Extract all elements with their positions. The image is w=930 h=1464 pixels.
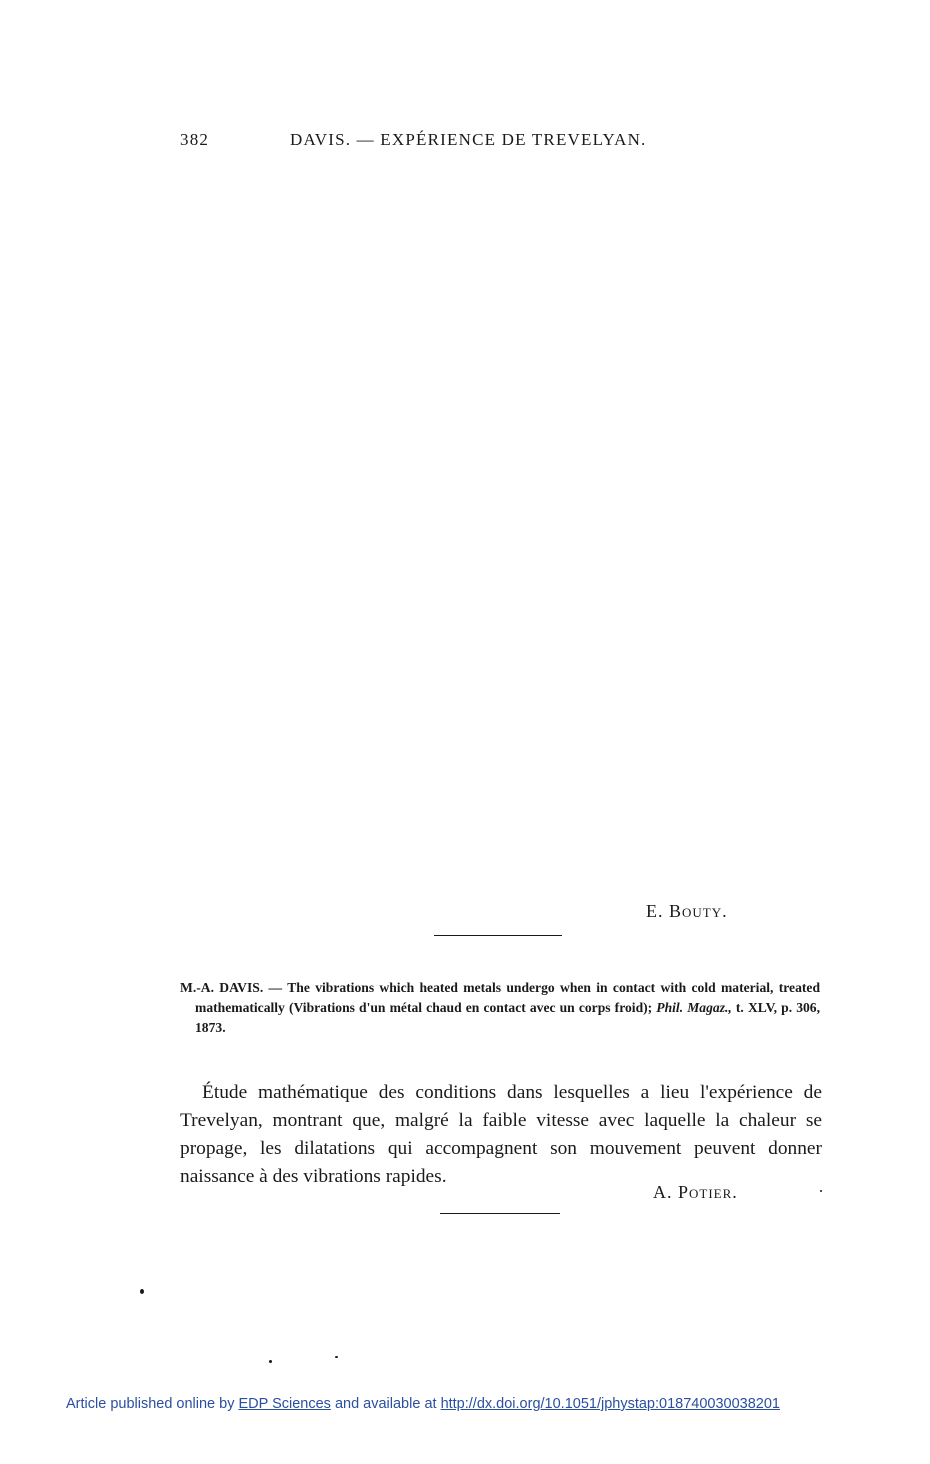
speck: [140, 1289, 144, 1294]
signature-bouty-text: E. Bouty.: [646, 901, 728, 921]
signature-potier-text: A. Potier.: [653, 1182, 738, 1202]
footer-middle: and available at: [334, 1396, 437, 1412]
signature-bouty: [646, 901, 728, 922]
publisher-link[interactable]: EDP Sciences: [238, 1396, 331, 1412]
section-divider-1: [434, 935, 562, 936]
bib-journal: Phil. Magaz.,: [656, 1000, 732, 1015]
bibliographic-entry: [180, 978, 820, 1038]
bib-title-en: The vibrations which heated metals undergo when in contact with cold material, treated mathematically: [195, 980, 821, 1015]
page-number: 382: [180, 130, 210, 149]
publication-footer: [66, 1396, 866, 1412]
speck: [269, 1360, 272, 1363]
bib-title-fr: (Vibrations d'un métal chaud en contact avec un corps froid);: [288, 1000, 653, 1015]
running-title: DAVIS. — EXPÉRIENCE DE TREVELYAN.: [290, 130, 647, 149]
speck: [820, 1190, 822, 1192]
bib-citation: t. XLV, p. 306, 1873.: [195, 1000, 820, 1035]
signature-potier: [653, 1182, 738, 1203]
section-divider-2: [440, 1213, 560, 1214]
abstract-paragraph: Étude mathématique des conditions dans lesquelles a lieu l'expérience de Trevelyan, montrant que, malgré la faible vitesse avec laquelle la chaleur se propage, les dilatations qui accompagnent son mouvement peuvent donner naissance à des vibrations rapides.: [180, 1082, 822, 1188]
footer-prefix: Article published online by: [66, 1396, 235, 1412]
bib-author: M.-A. DAVIS. —: [180, 980, 283, 995]
doi-link[interactable]: http://dx.doi.org/10.1051/jphystap:018740030038201: [440, 1396, 780, 1412]
speck: [335, 1356, 338, 1358]
